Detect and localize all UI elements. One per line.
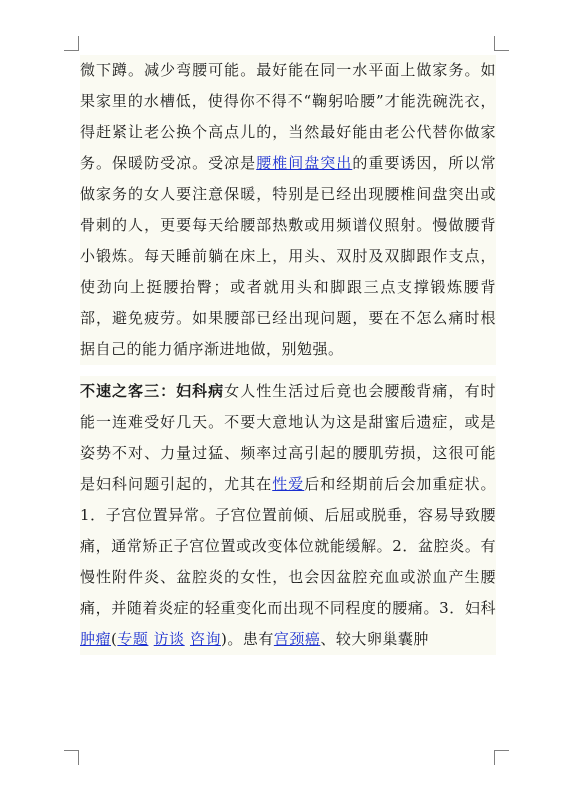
link-cervical-cancer[interactable]: 宫颈癌 — [273, 630, 321, 648]
link-tumor[interactable]: 肿瘤 — [80, 630, 112, 648]
text-run: 后和经期前后会加重症状。1．子宫位置异常。子宫位置前倾、后屈或脱垂，容易导致腰痛，通常矫正子宫位置或改变体位就能缓解。2．盆腔炎。有慢性附件炎、盆腔炎的女性，也会因盆腔充血或淤血产生腰痛，并随着炎症的轻重变化而出现不同程度的腰痛。3．妇科 — [80, 475, 496, 617]
paragraph-gynecological-disease — [80, 376, 496, 655]
document-body — [80, 55, 496, 655]
link-topic[interactable]: 专题 — [117, 630, 149, 648]
crop-mark-bottom-right — [494, 750, 509, 765]
text-run: 的重要诱因，所以常做家务的女人要注意保暖，特别是已经出现腰椎间盘突出或骨刺的人，更要每天给腰部热敷或用频谱仪照射。慢做腰背小锻炼。每天睡前躺在床上，用头、双肘及双脚跟作支点，使劲向上挺腰抬臀；或者就用头和脚跟三点支撑锻炼腰背部，避免疲劳。如果腰部已经出现问题，要在不怎么痛时根据自己的能力循序渐进地做，别勉强。 — [80, 154, 496, 358]
link-interview[interactable]: 访谈 — [153, 630, 185, 648]
text-run: 。患有 — [227, 630, 274, 648]
text-run: 微下蹲。减少弯腰可能。最好能在同一水平面上做家务。如果家里的水槽低，使得你不得不“鞠躬哈腰”才能洗碗洗衣，得赶紧让老公换个高点儿的，当然最好能由老公代替你做家务。保暖防受凉。受凉是 — [80, 61, 496, 172]
crop-mark-bottom-left — [64, 750, 79, 765]
paragraph-housework-tips — [80, 55, 496, 365]
paren-close: ) — [220, 630, 228, 648]
crop-mark-top-left — [64, 36, 79, 51]
section-heading: 不速之客三：妇科病 — [80, 382, 225, 400]
paren-open: ( — [111, 630, 118, 648]
link-consult[interactable]: 咨询 — [189, 630, 221, 648]
link-sex[interactable]: 性爱 — [272, 475, 305, 493]
text-run: 女人性生活过后竟也会腰酸背痛，有时能一连难受好几天。不要大意地认为这是甜蜜后遗症，或是姿势不对、力量过猛、频率过高引起的腰肌劳损，这很可能是妇科问题引起的，尤其在 — [80, 382, 496, 493]
crop-mark-top-right — [494, 36, 509, 51]
text-run: 、较大卵巢囊肿 — [320, 630, 429, 648]
link-lumbar-disc-herniation[interactable]: 腰椎间盘突出 — [256, 154, 353, 172]
